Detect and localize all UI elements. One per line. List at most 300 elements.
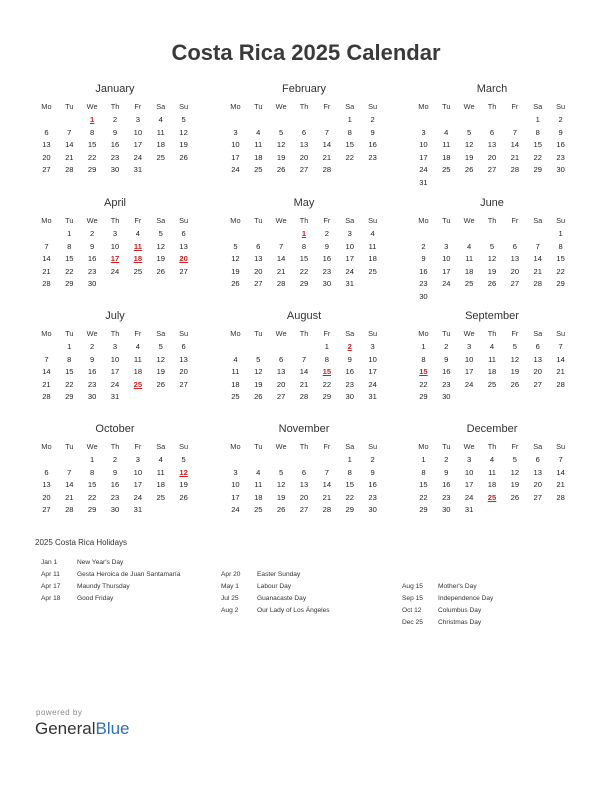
- weekday-label: Th: [299, 329, 309, 338]
- week-row: [412, 479, 572, 492]
- day-cell: 31: [345, 279, 354, 288]
- empty-day-cell: [270, 454, 293, 467]
- day-cell: 7: [324, 467, 329, 477]
- day-cell: 2: [421, 241, 426, 251]
- holiday-entry: [41, 593, 221, 605]
- day-cell: 16: [368, 140, 377, 149]
- day-cell: 1: [347, 115, 352, 124]
- holiday-entry: [221, 593, 401, 605]
- holiday-date: Apr 11: [41, 571, 60, 578]
- day-cell: 13: [254, 254, 263, 263]
- day-cell: 18: [156, 480, 165, 489]
- day-cell: 9: [324, 241, 329, 251]
- day-cell: 9: [444, 354, 449, 364]
- holiday-date: May 1: [221, 583, 239, 590]
- day-cell: 3: [233, 127, 238, 137]
- empty-day-cell: [126, 278, 149, 291]
- day-cell: 30: [110, 505, 120, 514]
- day-cell: 13: [42, 140, 51, 149]
- day-cell: 2: [444, 455, 449, 464]
- day-cell: 11: [368, 241, 377, 251]
- weekday-header: [35, 327, 195, 341]
- day-cell: 30: [110, 165, 120, 174]
- day-cell: 20: [42, 492, 51, 502]
- day-cell: 30: [322, 279, 332, 288]
- day-cell: 16: [110, 480, 120, 489]
- day-cell: 23: [442, 492, 451, 502]
- day-cell: 6: [535, 455, 540, 464]
- day-cell: 30: [87, 279, 97, 288]
- week-row: [224, 504, 384, 517]
- day-cell: 16: [322, 254, 332, 263]
- day-cell: 28: [533, 279, 542, 288]
- day-cell: 31: [133, 505, 143, 514]
- holiday-name: New Year's Day: [77, 559, 124, 566]
- day-cell: 5: [158, 342, 163, 351]
- weekday-label: Mo: [230, 329, 241, 338]
- empty-day-cell: [503, 391, 526, 404]
- day-cell: 1: [421, 342, 426, 351]
- weekday-label: Su: [179, 442, 189, 451]
- day-cell: 27: [299, 505, 309, 514]
- weekday-label: Sa: [156, 442, 166, 451]
- weekday-label: Th: [487, 442, 497, 451]
- day-cell: 14: [322, 140, 332, 149]
- day-cell: 21: [322, 152, 332, 162]
- day-cell: 23: [110, 152, 120, 162]
- weekday-label: Mo: [230, 216, 241, 225]
- day-cell: 23: [442, 379, 451, 389]
- day-cell: 2: [558, 115, 563, 124]
- day-cell: 11: [133, 354, 142, 364]
- day-cell: 3: [467, 455, 472, 464]
- day-cell: 12: [510, 354, 520, 364]
- day-cell: 17: [345, 254, 354, 263]
- holiday-column: [402, 581, 582, 629]
- day-cell: 16: [442, 367, 451, 376]
- weekday-label: Su: [179, 102, 189, 111]
- day-cell: 8: [90, 467, 95, 477]
- week-row: [412, 139, 572, 152]
- week-row: [35, 467, 195, 480]
- day-cell: 6: [535, 342, 540, 351]
- day-cell: 11: [231, 367, 240, 376]
- day-cell: 18: [254, 152, 263, 162]
- holiday-day-cell: 2: [347, 342, 352, 351]
- weekday-header: [35, 100, 195, 114]
- day-cell: 24: [419, 165, 428, 174]
- weekday-label: Fr: [511, 102, 519, 111]
- empty-day-cell: [503, 228, 526, 241]
- holiday-date: Aug 15: [402, 583, 423, 590]
- day-cell: 31: [464, 505, 474, 514]
- holiday-name: Easter Sunday: [257, 571, 301, 578]
- holiday-date: Oct 12: [402, 607, 422, 614]
- day-cell: 28: [510, 165, 520, 174]
- month-february: [224, 82, 384, 177]
- weekday-label: Tu: [442, 329, 451, 338]
- weekday-label: Th: [299, 216, 309, 225]
- day-cell: 16: [87, 254, 97, 263]
- day-cell: 10: [231, 140, 240, 149]
- day-cell: 2: [112, 455, 118, 464]
- day-cell: 20: [179, 367, 188, 376]
- day-cell: 18: [464, 266, 474, 276]
- day-cell: 26: [179, 152, 188, 162]
- week-row: [224, 253, 384, 266]
- weekday-label: Sa: [533, 102, 543, 111]
- weekday-label: Sa: [156, 329, 166, 338]
- day-cell: 30: [345, 392, 354, 401]
- weekday-label: Tu: [65, 216, 74, 225]
- weekday-label: Fr: [511, 442, 519, 451]
- weekday-label: Tu: [65, 442, 74, 451]
- day-cell: 9: [112, 127, 118, 137]
- day-cell: 3: [112, 229, 118, 238]
- week-row: [224, 266, 384, 279]
- day-cell: 22: [87, 492, 97, 502]
- day-cell: 26: [231, 279, 240, 288]
- empty-day-cell: [172, 164, 195, 177]
- day-cell: 22: [419, 492, 428, 502]
- weekday-label: Sa: [156, 102, 166, 111]
- week-row: [412, 253, 572, 266]
- weekday-label: Mo: [230, 102, 241, 111]
- empty-day-cell: [247, 454, 270, 467]
- day-cell: 6: [301, 467, 307, 477]
- week-row: [412, 504, 572, 517]
- day-cell: 14: [556, 354, 565, 364]
- day-cell: 18: [156, 140, 165, 149]
- day-cell: 6: [256, 241, 261, 251]
- weekday-label: Mo: [230, 442, 241, 451]
- holiday-day-cell: 11: [133, 241, 142, 251]
- weekday-label: Th: [299, 442, 309, 451]
- day-cell: 10: [442, 254, 451, 263]
- empty-day-cell: [503, 177, 526, 190]
- empty-day-cell: [549, 391, 572, 404]
- day-cell: 28: [322, 505, 332, 514]
- day-cell: 21: [299, 379, 309, 389]
- month-name: November: [278, 423, 330, 435]
- empty-day-cell: [435, 228, 458, 241]
- empty-day-cell: [293, 341, 316, 354]
- day-cell: 15: [533, 140, 542, 149]
- holiday-date: Apr 20: [221, 571, 241, 578]
- day-cell: 5: [512, 455, 517, 464]
- week-row: [35, 228, 195, 241]
- weekday-label: Su: [556, 442, 566, 451]
- day-cell: 4: [370, 229, 375, 238]
- day-cell: 13: [276, 367, 286, 376]
- empty-day-cell: [549, 504, 572, 517]
- week-row: [35, 479, 195, 492]
- day-cell: 28: [65, 165, 74, 174]
- week-row: [412, 241, 572, 254]
- month-may: [224, 196, 384, 291]
- holiday-entry: [402, 605, 582, 617]
- day-cell: 22: [87, 152, 97, 162]
- empty-day-cell: [481, 228, 504, 241]
- day-cell: 22: [345, 492, 354, 502]
- day-cell: 5: [233, 241, 238, 251]
- day-cell: 12: [156, 354, 165, 364]
- day-cell: 7: [512, 127, 517, 137]
- day-cell: 3: [135, 455, 140, 464]
- day-cell: 2: [370, 455, 375, 464]
- day-cell: 24: [368, 379, 377, 389]
- holiday-entry: [221, 605, 401, 617]
- month-june: [412, 196, 572, 303]
- day-cell: 19: [254, 379, 263, 389]
- weekday-label: Sa: [533, 329, 543, 338]
- day-cell: 8: [324, 354, 329, 364]
- week-row: [412, 454, 572, 467]
- day-cell: 21: [533, 266, 542, 276]
- week-row: [224, 391, 384, 404]
- holiday-day-cell: 15: [419, 367, 428, 376]
- day-cell: 8: [535, 127, 540, 137]
- weekday-label: Fr: [323, 102, 331, 111]
- day-cell: 12: [487, 254, 497, 263]
- day-cell: 17: [464, 367, 474, 376]
- week-row: [35, 354, 195, 367]
- weekday-label: We: [86, 442, 98, 451]
- holiday-name: Guanacaste Day: [257, 595, 307, 602]
- day-cell: 14: [42, 254, 51, 263]
- day-cell: 11: [488, 467, 496, 477]
- day-cell: 4: [444, 127, 449, 137]
- day-cell: 10: [368, 354, 377, 364]
- day-cell: 6: [279, 354, 284, 364]
- week-row: [224, 366, 384, 379]
- day-cell: 20: [533, 367, 542, 376]
- day-cell: 25: [156, 152, 165, 162]
- holiday-column: [41, 557, 221, 605]
- day-cell: 9: [370, 127, 375, 137]
- day-cell: 2: [444, 342, 449, 351]
- day-cell: 13: [42, 480, 51, 489]
- weekday-label: Th: [487, 329, 497, 338]
- weekday-header: [224, 440, 384, 454]
- day-cell: 28: [42, 392, 51, 401]
- day-cell: 20: [533, 480, 542, 489]
- week-row: [35, 253, 195, 266]
- weekday-label: Su: [368, 216, 378, 225]
- day-cell: 27: [299, 165, 309, 174]
- empty-day-cell: [412, 228, 435, 241]
- empty-day-cell: [149, 164, 172, 177]
- day-cell: 23: [87, 379, 97, 389]
- day-cell: 2: [112, 115, 118, 124]
- week-row: [35, 266, 195, 279]
- week-row: [224, 492, 384, 505]
- day-cell: 5: [181, 115, 186, 124]
- holiday-day-cell: 12: [179, 467, 188, 477]
- day-cell: 23: [368, 492, 377, 502]
- day-cell: 21: [510, 152, 520, 162]
- day-cell: 13: [510, 254, 520, 263]
- empty-day-cell: [247, 228, 270, 241]
- day-cell: 24: [464, 492, 474, 502]
- week-row: [412, 291, 572, 304]
- generalblue-logo[interactable]: [35, 719, 130, 739]
- week-row: [35, 114, 195, 127]
- day-cell: 3: [370, 342, 375, 351]
- weekday-label: Su: [556, 216, 566, 225]
- week-row: [224, 479, 384, 492]
- empty-day-cell: [293, 454, 316, 467]
- day-cell: 12: [276, 140, 286, 149]
- day-cell: 5: [279, 127, 284, 137]
- day-cell: 20: [276, 379, 286, 389]
- day-cell: 28: [276, 279, 286, 288]
- week-row: [224, 467, 384, 480]
- month-november: [224, 422, 384, 517]
- week-row: [35, 391, 195, 404]
- day-cell: 29: [65, 392, 74, 401]
- weekday-label: We: [86, 102, 98, 111]
- day-cell: 4: [135, 342, 140, 351]
- day-cell: 2: [324, 229, 329, 238]
- day-cell: 30: [442, 505, 451, 514]
- day-cell: 23: [368, 152, 377, 162]
- empty-day-cell: [58, 454, 81, 467]
- weekday-label: Tu: [254, 329, 263, 338]
- day-cell: 25: [254, 505, 263, 514]
- weekday-header: [412, 100, 572, 114]
- holiday-name: Christmas Day: [438, 619, 482, 626]
- month-name: September: [465, 310, 519, 322]
- day-cell: 1: [535, 115, 540, 124]
- day-cell: 25: [133, 266, 143, 276]
- day-cell: 11: [254, 480, 263, 489]
- day-cell: 8: [67, 241, 72, 251]
- month-september: [412, 309, 572, 404]
- empty-day-cell: [481, 114, 504, 127]
- weekday-label: We: [463, 329, 475, 338]
- empty-day-cell: [526, 177, 549, 190]
- day-cell: 2: [90, 229, 95, 238]
- day-cell: 21: [276, 266, 286, 276]
- empty-day-cell: [224, 228, 247, 241]
- day-cell: 30: [442, 392, 451, 401]
- weekday-label: Th: [110, 442, 120, 451]
- day-cell: 26: [510, 492, 520, 502]
- day-cell: 9: [90, 241, 95, 251]
- empty-day-cell: [481, 177, 504, 190]
- holiday-name: Columbus Day: [438, 607, 482, 614]
- day-cell: 3: [421, 127, 426, 137]
- empty-day-cell: [435, 114, 458, 127]
- month-name: January: [95, 83, 135, 95]
- weekday-label: Su: [556, 329, 566, 338]
- day-cell: 19: [231, 266, 240, 276]
- day-cell: 6: [181, 229, 186, 238]
- empty-day-cell: [270, 228, 293, 241]
- weekday-header: [412, 327, 572, 341]
- weekday-label: We: [275, 329, 287, 338]
- weekday-label: Mo: [41, 329, 52, 338]
- weekday-label: Sa: [345, 216, 355, 225]
- weekday-label: Su: [368, 102, 378, 111]
- day-cell: 10: [419, 140, 428, 149]
- month-name: June: [480, 197, 504, 209]
- day-cell: 15: [87, 480, 97, 489]
- empty-day-cell: [458, 291, 481, 304]
- day-cell: 15: [299, 254, 309, 263]
- week-row: [35, 379, 195, 392]
- day-cell: 1: [558, 229, 563, 238]
- day-cell: 4: [467, 241, 472, 251]
- empty-day-cell: [270, 114, 293, 127]
- day-cell: 25: [487, 379, 497, 389]
- day-cell: 31: [110, 392, 120, 401]
- day-cell: 18: [133, 367, 143, 376]
- empty-day-cell: [149, 391, 172, 404]
- holiday-name: Our Lady of Los Ángeles: [257, 607, 330, 614]
- holiday-entry: [41, 569, 221, 581]
- day-cell: 16: [345, 367, 354, 376]
- day-cell: 7: [67, 127, 72, 137]
- empty-day-cell: [458, 114, 481, 127]
- day-cell: 21: [65, 152, 74, 162]
- empty-day-cell: [526, 391, 549, 404]
- weekday-label: Fr: [511, 329, 519, 338]
- week-row: [35, 127, 195, 140]
- day-cell: 7: [44, 354, 49, 364]
- week-row: [224, 379, 384, 392]
- logo-general-text: General: [35, 719, 96, 738]
- day-cell: 22: [345, 152, 354, 162]
- day-cell: 17: [231, 152, 240, 162]
- holiday-name: Good Friday: [77, 595, 114, 602]
- day-cell: 13: [179, 241, 188, 251]
- day-cell: 1: [90, 455, 95, 464]
- weekday-label: Su: [368, 329, 378, 338]
- weekday-label: Tu: [254, 216, 263, 225]
- day-cell: 28: [299, 392, 309, 401]
- day-cell: 29: [87, 165, 97, 174]
- day-cell: 16: [110, 140, 120, 149]
- day-cell: 24: [345, 266, 354, 276]
- month-name: October: [95, 423, 135, 435]
- weekday-header: [412, 214, 572, 228]
- weekday-label: We: [275, 216, 287, 225]
- week-row: [35, 504, 195, 517]
- day-cell: 15: [556, 254, 565, 263]
- day-cell: 25: [254, 165, 263, 174]
- day-cell: 20: [510, 266, 520, 276]
- week-row: [412, 266, 572, 279]
- day-cell: 8: [301, 241, 307, 251]
- day-cell: 7: [44, 241, 49, 251]
- day-cell: 5: [181, 455, 186, 464]
- day-cell: 14: [533, 254, 542, 263]
- day-cell: 21: [556, 367, 565, 376]
- day-cell: 29: [65, 279, 74, 288]
- week-row: [224, 241, 384, 254]
- week-row: [35, 241, 195, 254]
- weekday-label: Mo: [418, 442, 429, 451]
- day-cell: 14: [42, 367, 51, 376]
- weekday-header: [412, 440, 572, 454]
- day-cell: 8: [67, 354, 72, 364]
- day-cell: 13: [487, 140, 497, 149]
- holiday-date: Dec 25: [402, 619, 423, 626]
- day-cell: 14: [322, 480, 332, 489]
- day-cell: 19: [179, 480, 188, 489]
